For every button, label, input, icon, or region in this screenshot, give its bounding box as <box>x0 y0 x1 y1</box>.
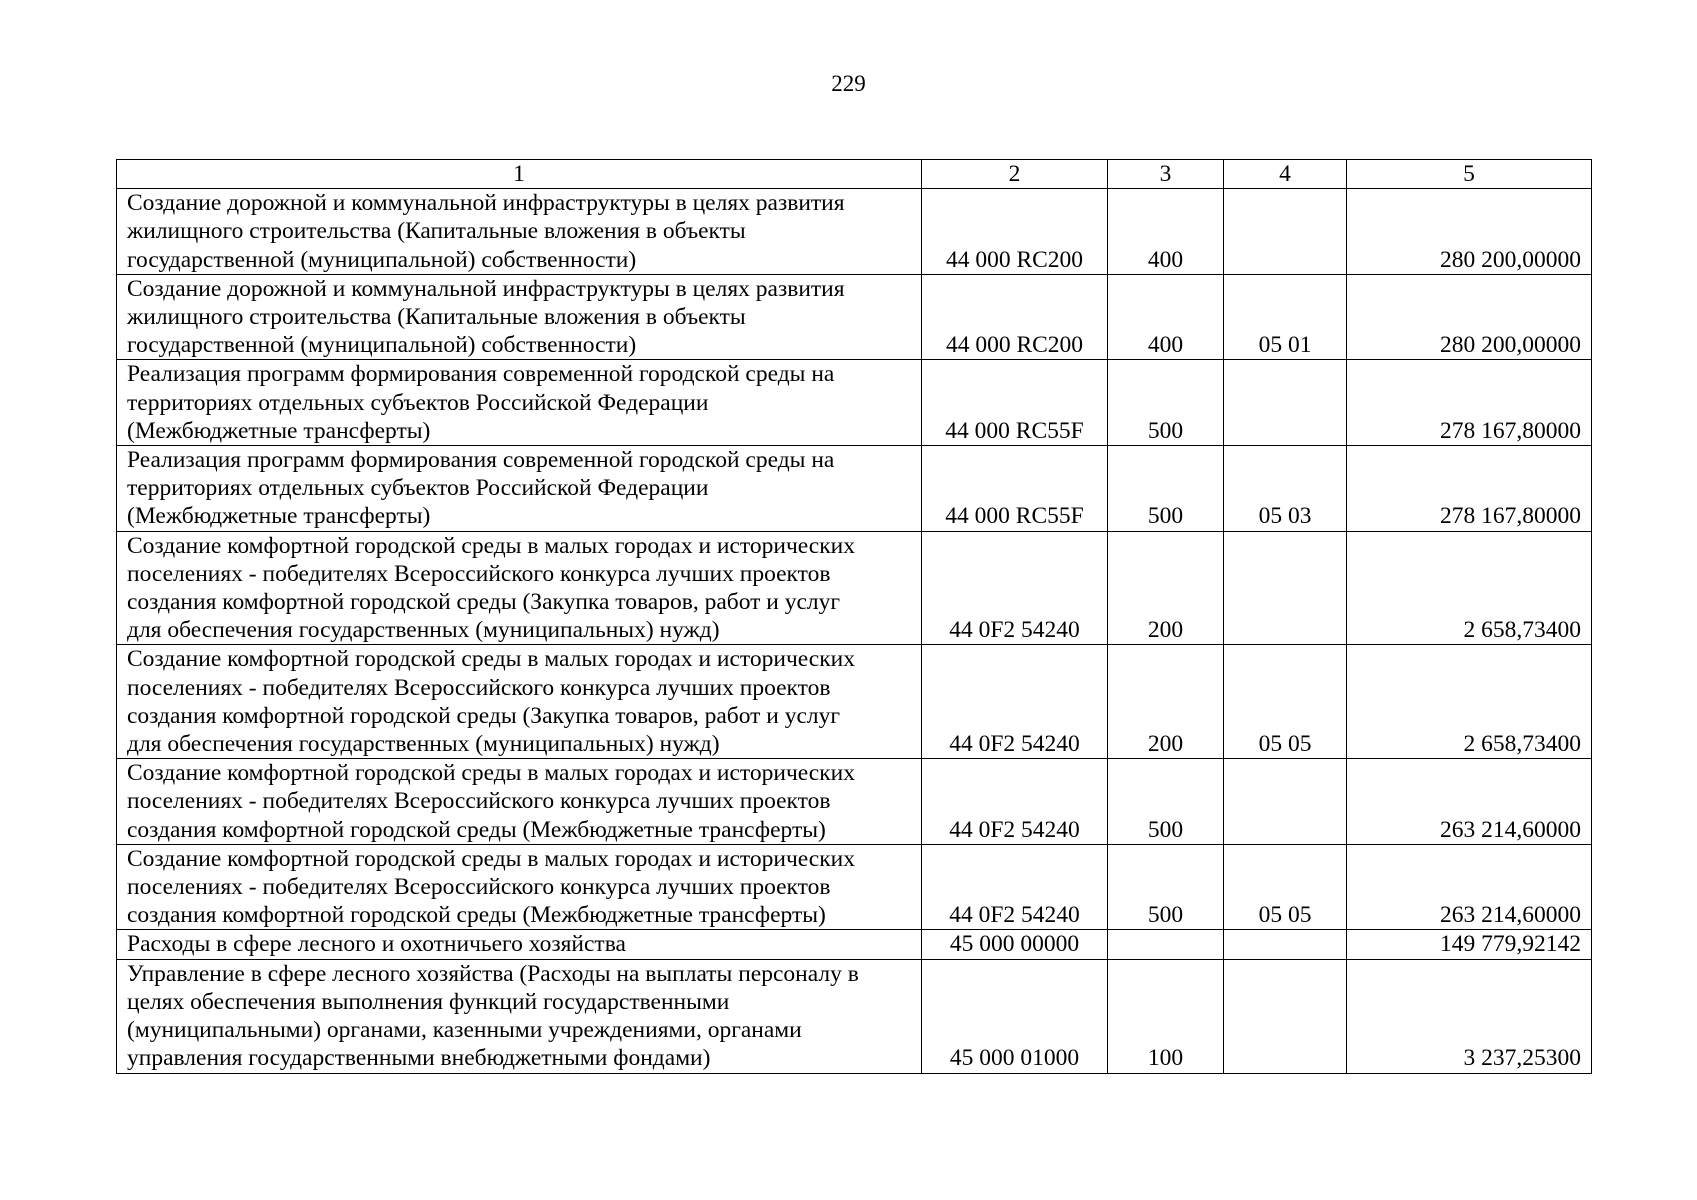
amount-cell: 2 658,73400 <box>1347 645 1592 759</box>
expense-name-line: управления государственными внебюджетными фондами) <box>127 1045 711 1072</box>
table-row <box>117 645 1592 759</box>
budget-table <box>116 159 1592 1074</box>
table-row <box>117 844 1592 930</box>
expense-name-cell <box>117 959 922 1073</box>
expense-name-cell <box>117 930 922 959</box>
expense-name-line: Расходы в сфере лесного и охотничьего хозяйства <box>127 931 626 958</box>
expense-name-line: Создание комфортной городской среды в малых городах и исторических <box>127 845 855 872</box>
table-row <box>117 446 1592 532</box>
expense-name-line: (муниципальными) органами, казенными учреждениями, органами <box>127 1017 802 1044</box>
expense-type-cell: 200 <box>1108 531 1224 645</box>
table-row <box>117 360 1592 446</box>
amount-cell: 278 167,80000 <box>1347 360 1592 446</box>
table-header-row <box>117 160 1592 189</box>
expense-name-line: Создание комфортной городской среды в малых городах и исторических <box>127 646 855 673</box>
expense-name-cell <box>117 844 922 930</box>
expense-name-line: государственной (муниципальной) собственности) <box>127 246 637 273</box>
expense-type-cell: 500 <box>1108 446 1224 532</box>
target-article-cell: 44 0F2 54240 <box>922 645 1108 759</box>
expense-type-cell: 500 <box>1108 360 1224 446</box>
section-subsection-cell <box>1224 759 1347 845</box>
expense-name-line: Реализация программ формирования современной городской среды на <box>127 447 835 474</box>
amount-cell: 280 200,00000 <box>1347 274 1592 360</box>
expense-name-line: Создание дорожной и коммунальной инфраструктуры в целях развития <box>127 275 845 302</box>
expense-type-cell: 400 <box>1108 274 1224 360</box>
expense-name-line: создания комфортной городской среды (Закупка товаров, работ и услуг <box>127 589 841 616</box>
section-subsection-cell: 05 05 <box>1224 844 1347 930</box>
table-row <box>117 189 1592 275</box>
amount-cell: 2 658,73400 <box>1347 531 1592 645</box>
expense-type-cell <box>1108 930 1224 959</box>
section-subsection-cell: 05 05 <box>1224 645 1347 759</box>
header-cell-5: 5 <box>1347 160 1592 189</box>
expense-name-line: целях обеспечения выполнения функций государственными <box>127 988 730 1015</box>
expense-name-line: (Межбюджетные трансферты) <box>127 417 431 444</box>
header-cell-3: 3 <box>1108 160 1224 189</box>
section-subsection-cell <box>1224 189 1347 275</box>
expense-name-line: Реализация программ формирования современной городской среды на <box>127 361 835 388</box>
section-subsection-cell <box>1224 930 1347 959</box>
expense-name-line: (Межбюджетные трансферты) <box>127 503 431 530</box>
expense-type-cell: 100 <box>1108 959 1224 1073</box>
section-subsection-cell <box>1224 959 1347 1073</box>
target-article-cell: 44 0F2 54240 <box>922 844 1108 930</box>
section-subsection-cell: 05 01 <box>1224 274 1347 360</box>
expense-name-cell <box>117 360 922 446</box>
header-cell-2: 2 <box>922 160 1108 189</box>
expense-name-line: поселениях - победителях Всероссийского конкурса лучших проектов <box>127 560 831 587</box>
section-subsection-cell <box>1224 531 1347 645</box>
expense-name-line: создания комфортной городской среды (Межбюджетные трансферты) <box>127 816 826 843</box>
expense-name-line: Создание комфортной городской среды в малых городах и исторических <box>127 532 855 559</box>
expense-name-line: государственной (муниципальной) собственности) <box>127 332 637 359</box>
section-subsection-cell <box>1224 360 1347 446</box>
expense-name-cell <box>117 274 922 360</box>
expense-name-line: поселениях - победителях Всероссийского конкурса лучших проектов <box>127 788 831 815</box>
expense-name-line: территориях отдельных субъектов Российской Федерации <box>127 475 709 502</box>
expense-name-line: создания комфортной городской среды (Закупка товаров, работ и услуг <box>127 702 841 729</box>
expense-name-line: жилищного строительства (Капитальные вложения в объекты <box>127 218 746 245</box>
expense-name-line: Управление в сфере лесного хозяйства (Расходы на выплаты персоналу в <box>127 960 859 987</box>
table-row <box>117 930 1592 959</box>
target-article-cell: 44 0F2 54240 <box>922 531 1108 645</box>
amount-cell: 3 237,25300 <box>1347 959 1592 1073</box>
expense-name-line: жилищного строительства (Капитальные вложения в объекты <box>127 304 746 331</box>
expense-name-cell <box>117 759 922 845</box>
amount-cell: 263 214,60000 <box>1347 844 1592 930</box>
expense-name-line: территориях отдельных субъектов Российской Федерации <box>127 389 709 416</box>
expense-type-cell: 500 <box>1108 844 1224 930</box>
expense-name-line: поселениях - победителях Всероссийского конкурса лучших проектов <box>127 674 831 701</box>
expense-name-line: Создание комфортной городской среды в малых городах и исторических <box>127 760 855 787</box>
target-article-cell: 45 000 01000 <box>922 959 1108 1073</box>
expense-name-line: для обеспечения государственных (муниципальных) нужд) <box>127 617 720 644</box>
table-row <box>117 759 1592 845</box>
expense-name-line: создания комфортной городской среды (Межбюджетные трансферты) <box>127 902 826 929</box>
amount-cell: 280 200,00000 <box>1347 189 1592 275</box>
header-cell-4: 4 <box>1224 160 1347 189</box>
expense-name-cell <box>117 446 922 532</box>
expense-name-line: поселениях - победителях Всероссийского конкурса лучших проектов <box>127 874 831 901</box>
page-number: 229 <box>831 71 866 96</box>
amount-cell: 278 167,80000 <box>1347 446 1592 532</box>
expense-name-cell <box>117 531 922 645</box>
target-article-cell: 44 0F2 54240 <box>922 759 1108 845</box>
table-row <box>117 274 1592 360</box>
table-row <box>117 959 1592 1073</box>
expense-name-line: для обеспечения государственных (муниципальных) нужд) <box>127 731 720 758</box>
expense-type-cell: 200 <box>1108 645 1224 759</box>
section-subsection-cell: 05 03 <box>1224 446 1347 532</box>
target-article-cell: 44 000 RC200 <box>922 189 1108 275</box>
expense-name-line: Создание дорожной и коммунальной инфраструктуры в целях развития <box>127 190 845 217</box>
expense-name-cell <box>117 645 922 759</box>
expense-type-cell: 500 <box>1108 759 1224 845</box>
target-article-cell: 44 000 RC55F <box>922 446 1108 532</box>
expense-type-cell: 400 <box>1108 189 1224 275</box>
target-article-cell: 44 000 RC55F <box>922 360 1108 446</box>
amount-cell: 263 214,60000 <box>1347 759 1592 845</box>
target-article-cell: 44 000 RC200 <box>922 274 1108 360</box>
target-article-cell: 45 000 00000 <box>922 930 1108 959</box>
table-row <box>117 531 1592 645</box>
header-cell-1: 1 <box>117 160 922 189</box>
amount-cell: 149 779,92142 <box>1347 930 1592 959</box>
expense-name-cell <box>117 189 922 275</box>
